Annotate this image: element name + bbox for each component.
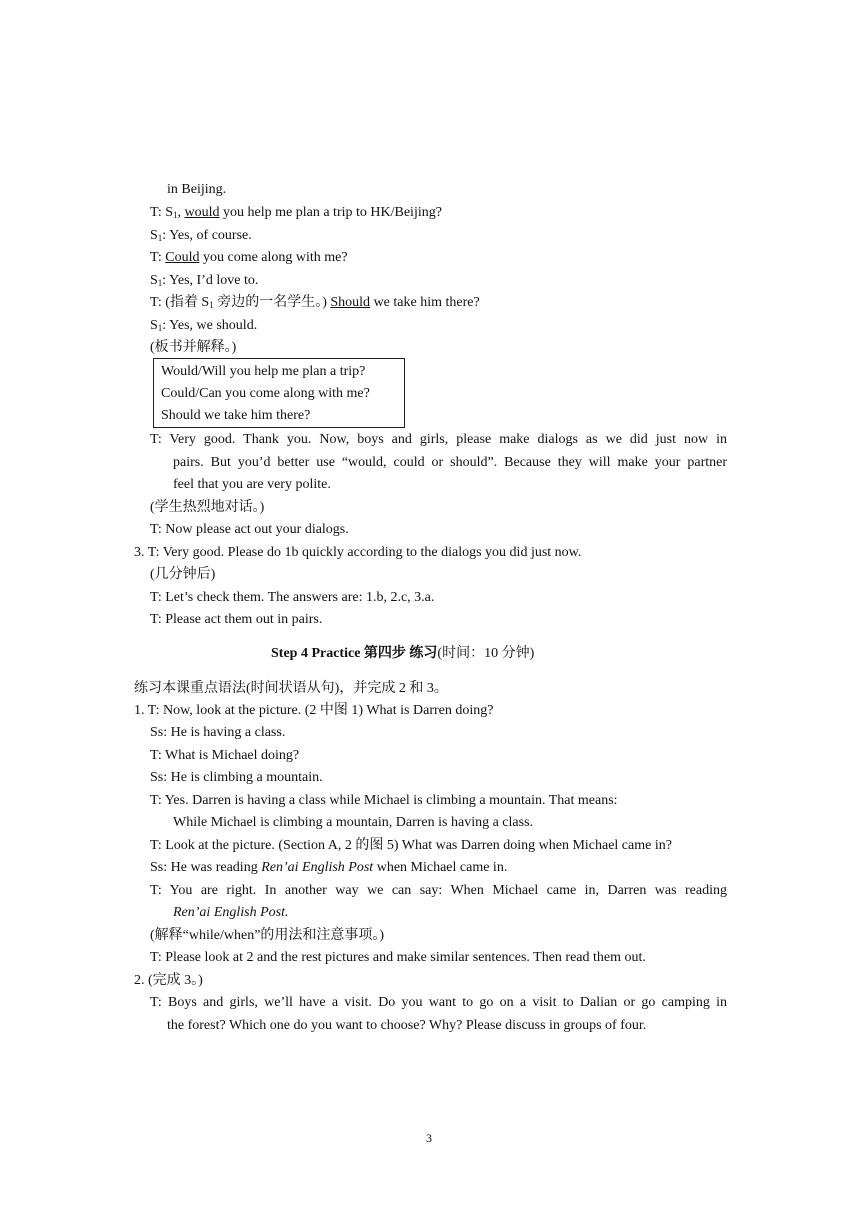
text-line: T: (指着 $S_1$ 旁边的一名学生。) Should we take him there? (150, 295, 480, 310)
text-line: (板书并解释。) (150, 340, 237, 355)
text-line: 1. T: Now, look at the picture. (2 中图 1) What is Darren doing? (134, 703, 494, 718)
text-line: 练习本课重点语法(时间状语从句)，并完成 2 和 3。 (134, 681, 448, 696)
text-line: T: Yes. Darren is having a class while Michael is climbing a mountain. That means: (150, 793, 618, 808)
box-line: Would/Will you help me plan a trip? (161, 364, 366, 379)
text-line: $S_1$: Yes, I’d love to. (150, 273, 259, 288)
text-line: T: You are right. In another way we can say: When Michael came in, Darren was reading (150, 883, 727, 898)
text-line: $S_1$: Yes, we should. (150, 318, 258, 333)
text-line: T: Let’s check them. The answers are: 1.b, 2.c, 3.a. (150, 590, 435, 605)
page-number: 3 (426, 1131, 432, 1145)
text-line: pairs. But you’d better use “would, could or should”. Because they will make your partner (173, 455, 727, 470)
text-line: T: Very good. Thank you. Now, boys and girls, please make dialogs as we did just now in (150, 432, 727, 447)
box-line: Should we take him there? (161, 408, 311, 423)
text-line: feel that you are very polite. (173, 477, 331, 492)
text-line: T: Please act them out in pairs. (150, 612, 323, 627)
text-line: While Michael is climbing a mountain, Darren is having a class. (173, 815, 534, 830)
text-line: Ren’ai English Post. (173, 905, 289, 920)
text-line: T: $S_1$, would you help me plan a trip to HK/Beijing? (150, 205, 442, 220)
text-line: T: What is Michael doing? (150, 748, 300, 763)
text-line: T: Could you come along with me? (150, 250, 348, 265)
text-line: (解释“while/when”的用法和注意事项。) (150, 928, 385, 943)
text-line: T: Boys and girls, we’ll have a visit. Do you want to go on a visit to Dalian or go camping in (150, 995, 727, 1010)
text-line: Ss: He is climbing a mountain. (150, 770, 323, 785)
text-line: $S_1$: Yes, of course. (150, 228, 252, 243)
text-line: T: Now please act out your dialogs. (150, 522, 349, 537)
text-line: T: Look at the picture. (Section A, 2 的图 5) What was Darren doing when Michael came in? (150, 838, 672, 853)
box-line: Could/Can you come along with me? (161, 386, 370, 401)
section-heading: Step 4 Practice 第四步 练习(时间：10 分钟) (271, 646, 535, 661)
text-line: (几分钟后) (150, 567, 216, 582)
text-line: in Beijing. (167, 182, 227, 197)
text-line: the forest? Which one do you want to choose? Why? Please discuss in groups of four. (167, 1018, 647, 1033)
text-line: Ss: He was reading Ren’ai English Post when Michael came in. (150, 860, 508, 875)
blackboard-box (153, 358, 405, 428)
text-line: T: Please look at 2 and the rest pictures and make similar sentences. Then read them out. (150, 950, 646, 965)
text-line: (学生热烈地对话。) (150, 500, 265, 515)
text-line: 3. T: Very good. Please do 1b quickly according to the dialogs you did just now. (134, 545, 582, 560)
text-line: Ss: He is having a class. (150, 725, 286, 740)
text-line: 2. (完成 3。) (134, 973, 203, 988)
